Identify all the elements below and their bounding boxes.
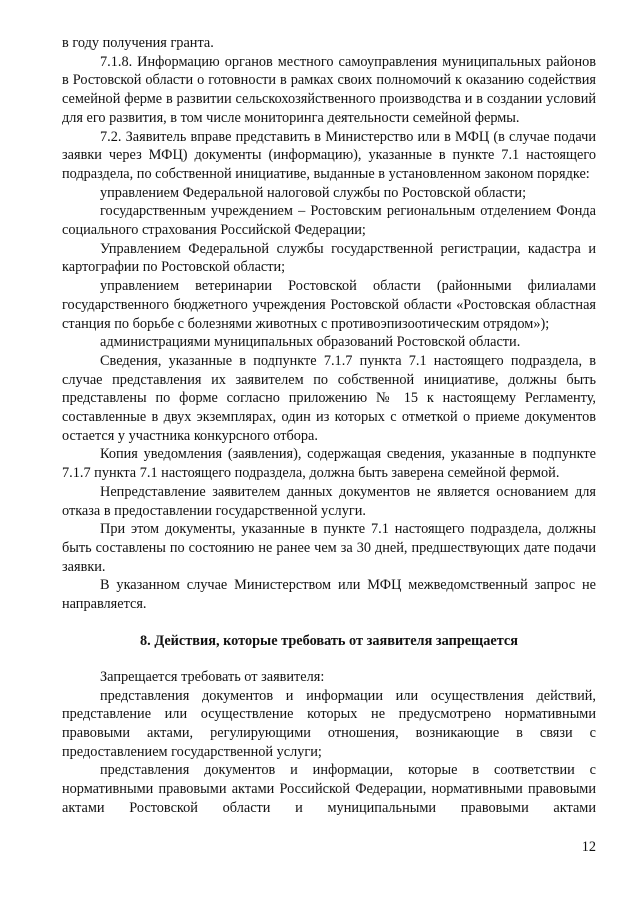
- paragraphs-before-heading: [62, 34, 596, 614]
- page-body: [62, 34, 596, 817]
- paragraph: представления документов и информации или осуществления действий, представление или осуществление которых не предусмотрено нормативными правовыми актами, регулирующими отношения, возникающие в связи с предоставлением государственной услуги;: [62, 687, 596, 760]
- paragraph: администрациями муниципальных образований Ростовской области.: [100, 334, 521, 351]
- paragraph: в году получения гранта.: [62, 35, 214, 51]
- paragraph: Непредставление заявителем данных документов не является основанием для отказа в предоставлении государственной услуги.: [62, 483, 596, 519]
- paragraph: При этом документы, указанные в пункте 7.1 настоящего подраздела, должны быть составлены по состоянию не ранее чем за 30 дней, предшествующих дате подачи заявки.: [62, 521, 596, 575]
- paragraph: Запрещается требовать от заявителя:: [100, 668, 325, 685]
- paragraph: В указанном случае Министерством или МФЦ межведомственный запрос не направляется.: [62, 577, 596, 613]
- paragraph: Копия уведомления (заявления), содержащая сведения, указанные в подпункте 7.1.7 пункта 7.1 настоящего подраздела, должна быть заверена семейной фермой.: [62, 446, 596, 482]
- paragraph: государственным учреждением – Ростовским региональным отделением Фонда социального страхования Российской Федерации;: [62, 203, 596, 239]
- paragraph: Сведения, указанные в подпункте 7.1.7 пункта 7.1 настоящего подраздела, в случае представления их заявителем по собственной инициативе, должны быть представлены по форме согласно приложению № 15 к настоящему Регламенту, составленные в двух экземплярах, один из которых с отметкой о приеме документов остается у участника конкурсного отбора.: [62, 352, 596, 444]
- paragraph: Управлением Федеральной службы государственной регистрации, кадастра и картографии по Ростовской области;: [62, 240, 596, 276]
- paragraph: 7.1.8. Информацию органов местного самоуправления муниципальных районов в Ростовской области о готовности в рамках своих полномочий к оказанию содействия семейной ферме в развитии сельскохозяйственного производства и в создании условий для его развития, в том числе мониторинга деятельности семейной фермы.: [62, 53, 596, 126]
- paragraph: представления документов и информации, которые в соответствии с нормативными правовыми актами Российской Федерации, нормативными правовыми актами Ростовской области и муниципальными правовыми актами: [62, 762, 596, 816]
- paragraph: 7.2. Заявитель вправе представить в Министерство или в МФЦ (в случае подачи заявки через МФЦ) документы (информацию), указанные в пункте 7.1 настоящего подраздела, по собственной инициативе, выданные в установленном законом порядке:: [62, 128, 596, 182]
- section-heading: 8. Действия, которые требовать от заявителя запрещается: [140, 632, 518, 649]
- paragraphs-after-heading: [62, 668, 596, 818]
- paragraph: управлением ветеринарии Ростовской области (районными филиалами государственного бюджетного учреждения Ростовской области «Ростовская областная станция по борьбе с болезнями животных с противоэпизоотическим отрядом»);: [62, 278, 596, 332]
- paragraph: управлением Федеральной налоговой службы по Ростовской области;: [100, 184, 527, 201]
- page-number: 12: [581, 839, 596, 855]
